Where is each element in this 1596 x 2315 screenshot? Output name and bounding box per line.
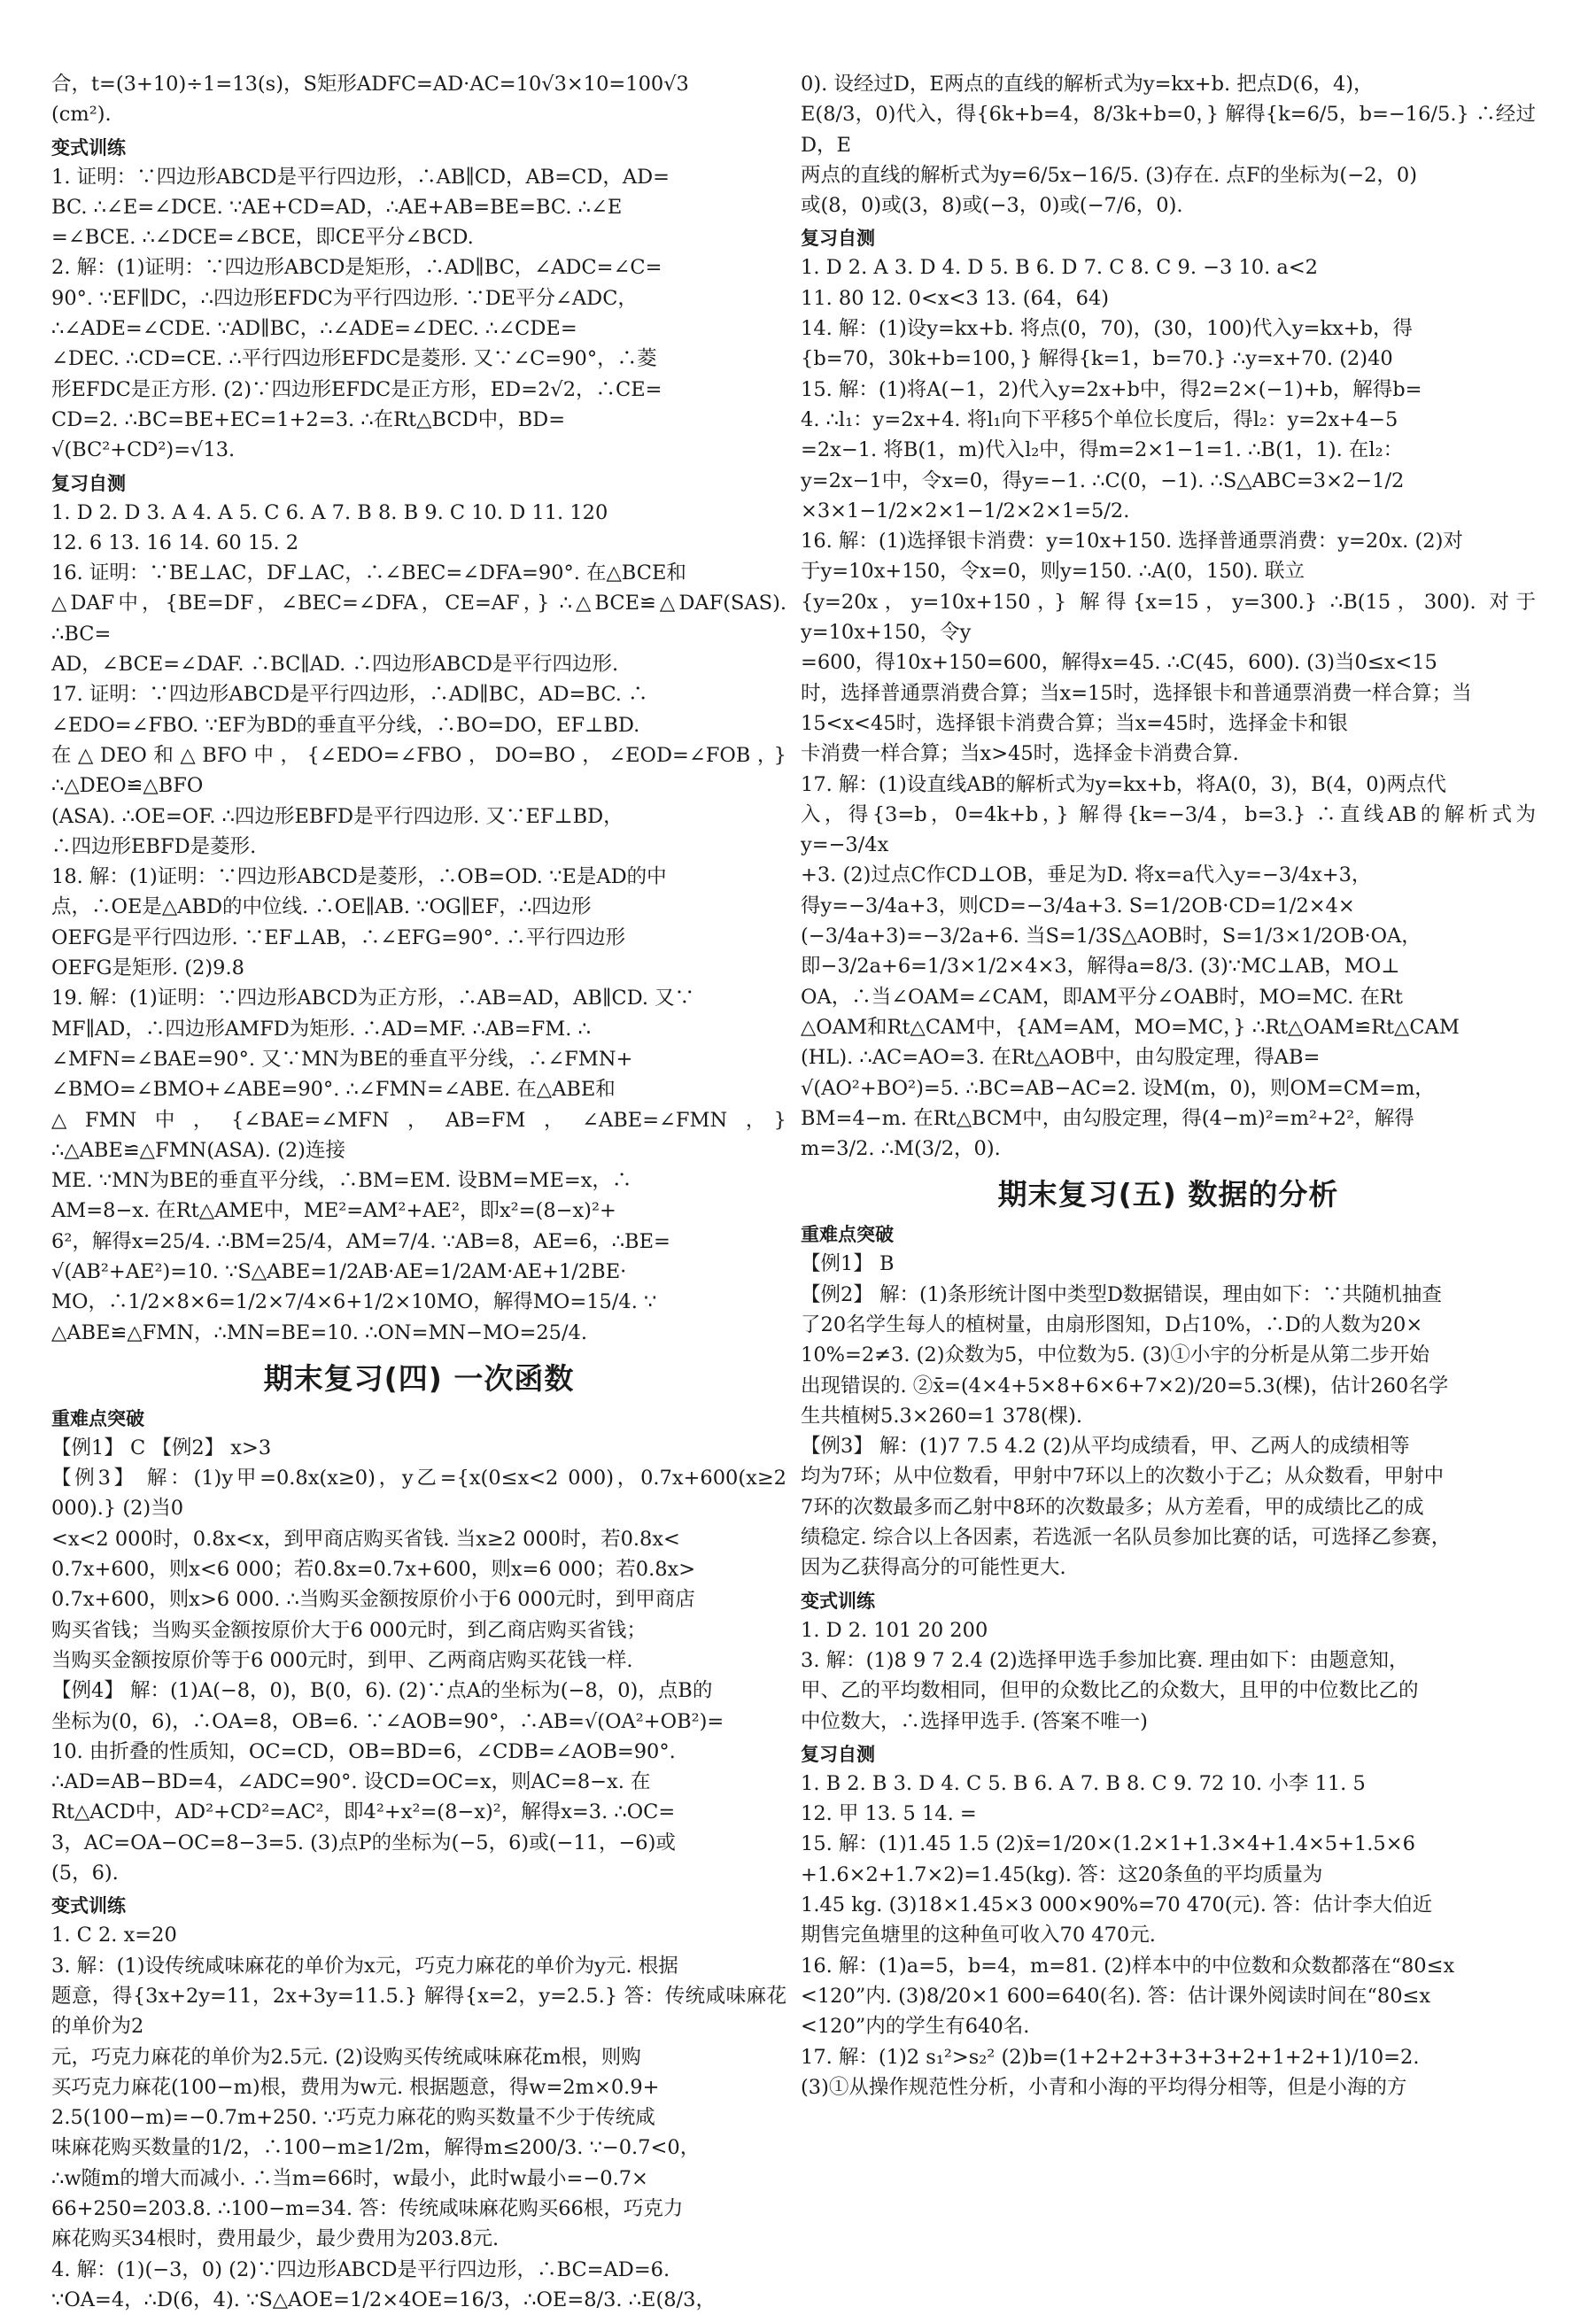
- answer-line: {y=20x，y=10x+150，} 解得{x=15，y=300.} ∴B(15，300). 对于y=10x+150，令y: [801, 590, 1536, 645]
- answer-line: 14. 解：(1)设y=kx+b. 将点(0，70)，(30，100)代入y=kx+b，得: [801, 317, 1414, 341]
- answer-line: +1.6×2+1.7×2)=1.45(kg). 答：这20条鱼的平均质量为: [801, 1862, 1323, 1886]
- answer-line: 17. 证明：∵四边形ABCD是平行四边形，∴AD∥BC，AD=BC. ∴: [51, 683, 648, 707]
- answer-line: (ASA). ∴OE=OF. ∴四边形EBFD是平行四边形. 又∵EF⊥BD，: [51, 804, 624, 828]
- answer-line: ME. ∵MN为BE的垂直平分线，∴BM=EM. 设BM=ME=x，∴: [51, 1169, 632, 1193]
- answer-line: ∠MFN=∠BAE=90°. 又∵MN为BE的垂直平分线，∴∠FMN+: [51, 1047, 633, 1071]
- chapter-title-linear-function: 期末复习(四) 一次函数: [263, 1360, 575, 1396]
- right-column: [801, 69, 1536, 2102]
- answer-line: 【例1】 C 【例2】 x>3: [51, 1436, 272, 1459]
- answer-line: <120”内的学生有640名.: [801, 2015, 1030, 2039]
- answer-line: 90°. ∵EF∥DC，∴四边形EFDC为平行四边形. ∵DE平分∠ADC，: [51, 286, 638, 310]
- answer-line: 16. 解：(1)a=5，b=4，m=81. (2)样本中的中位数和众数都落在“80≤x: [801, 1954, 1455, 1978]
- answer-line: 15<x<45时，选择银卡消费合算；当x=45时，选择金卡和银: [801, 711, 1348, 735]
- answer-line: 16. 证明：∵BE⊥AC，DF⊥AC，∴∠BEC=∠DFA=90°. 在△BCE和: [51, 561, 686, 585]
- answer-line: 3，AC=OA−OC=8−3=5. (3)点P的坐标为(−5，6)或(−11，−6)或: [51, 1831, 676, 1854]
- answer-line: 元，巧克力麻花的单价为2.5元. (2)设购买传统咸味麻花m根，则购: [51, 2045, 641, 2069]
- answer-line: CD=2. ∴BC=BE+EC=1+2=3. ∴在Rt△BCD中，BD=: [51, 407, 566, 431]
- answer-line: =2x−1. 将B(1，m)代入l₂中，得m=2×1−1=1. ∴B(1，1). 在l₂：: [801, 438, 1404, 462]
- answer-line: 或(8，0)或(3，8)或(−3，0)或(−7/6，0).: [801, 194, 1183, 218]
- answer-line: 1. 证明：∵四边形ABCD是平行四边形，∴AB∥CD，AB=CD，AD=: [51, 165, 670, 189]
- answer-line: 11. 80 12. 0<x<3 13. (64，64): [801, 286, 1110, 310]
- answer-line: 两点的直线的解析式为y=6/5x−16/5. (3)存在. 点F的坐标为(−2，0): [801, 163, 1417, 187]
- answer-line: 3. 解：(1)8 9 7 2.4 (2)选择甲选手参加比赛. 理由如下：由题意知，: [801, 1648, 1409, 1672]
- answer-line: 6²，解得x=25/4. ∴BM=25/4，AM=7/4. ∵AB=8，AE=6，∴BE=: [51, 1229, 670, 1253]
- answer-line: 在△DEO和△BFO中，{∠EDO=∠FBO，DO=BO，∠EOD=∠FOB，} ∴△DEO≌△BFO: [51, 743, 786, 798]
- section-heading-key-points-5: 重难点突破: [801, 1224, 894, 1246]
- answer-line: 0.7x+600，则x>6 000. ∴当购买金额按原价小于6 000元时，到甲商店: [51, 1588, 695, 1612]
- answer-line: 10%=2≠3. (2)众数为5，中位数为5. (3)①小宇的分析是从第二步开始: [801, 1343, 1429, 1367]
- answer-line: 了20名学生每人的植树量，由扇形图知，D占10%，∴D的人数为20×: [801, 1312, 1423, 1336]
- chapter-title-data-analysis: 期末复习(五) 数据的分析: [997, 1177, 1339, 1212]
- answer-line: ∴w随m的增大而减小. ∴当m=66时，w最小，此时w最小=−0.7×: [51, 2166, 648, 2190]
- answer-line: +3. (2)过点C作CD⊥OB，垂足为D. 将x=a代入y=−3/4x+3，: [801, 863, 1372, 887]
- answer-line: 17. 解：(1)设直线AB的解析式为y=kx+b，将A(0，3)，B(4，0)两点代: [801, 772, 1446, 796]
- answer-line: (3)①从操作规范性分析，小青和小海的平均得分相等，但是小海的方: [801, 2075, 1407, 2099]
- answer-line: 形EFDC是正方形. (2)∵四边形EFDC是正方形，ED=2√2，∴CE=: [51, 377, 662, 401]
- answer-line: 期售完鱼塘里的这种鱼可收入70 470元.: [801, 1924, 1156, 1947]
- answer-line: √(BC²+CD²)=√13.: [51, 438, 236, 462]
- answer-line: 入，得{3=b，0=4k+b，} 解得{k=−3/4，b=3.} ∴直线AB的解析式为y=−3/4x: [801, 802, 1536, 857]
- answer-line: ∠EDO=∠FBO. ∵EF为BD的垂直平分线，∴BO=DO，EF⊥BD.: [51, 713, 640, 737]
- answer-line: 购买省钱；当购买金额按原价大于6 000元时，到乙商店购买省钱；: [51, 1618, 647, 1642]
- answer-line: 【例1】 B: [801, 1252, 895, 1276]
- answer-line: 时，选择普通票消费合算；当x=15时，选择银卡和普通票消费一样合算；当: [801, 681, 1472, 705]
- answer-line: 【例3】 解：(1)7 7.5 4.2 (2)从平均成绩看，甲、乙两人的成绩相等: [801, 1435, 1410, 1459]
- answer-line: OA，∴当∠OAM=∠CAM，即AM平分∠OAB时，MO=MC. 在Rt: [801, 985, 1403, 1009]
- answer-line: BM=4−m. 在Rt△BCM中，由勾股定理，得(4−m)²=m²+2²，解得: [801, 1106, 1414, 1130]
- answer-line: 【例4】 解：(1)A(−8，0)，B(0，6). (2)∵点A的坐标为(−8，0)，点B的: [51, 1679, 713, 1703]
- answer-line: <120”内. (3)8/20×1 600=640(名). 答：估计课外阅读时间在“80≤x: [801, 1984, 1431, 2008]
- answer-line: (−3/4a+3)=−3/2a+6. 当S=1/3S△AOB时，S=1/3×1/2OB·OA，: [801, 925, 1422, 948]
- answer-line: E(8/3，0)代入，得{6k+b=4，8/3k+b=0，} 解得{k=6/5，b=−16/5.} ∴经过D，E: [801, 103, 1536, 157]
- answer-line: 生共植树5.3×260=1 378(棵).: [801, 1404, 1083, 1428]
- review-test-answers-4: [801, 252, 1536, 1164]
- answer-line: △ABE≌△FMN，∴MN=BE=10. ∴ON=MN−MO=25/4.: [51, 1320, 588, 1344]
- variant-training-answers-4: [51, 1920, 786, 2315]
- review-test-answers: [51, 498, 786, 1348]
- answer-line: △FMN中，{∠BAE=∠MFN，AB=FM，∠ABE=∠FMN，} ∴△ABE≌△FMN(ASA). (2)连接: [51, 1108, 786, 1162]
- answer-line: 10. 由折叠的性质知，OC=CD，OB=BD=6，∠CDB=∠AOB=90°.: [51, 1739, 676, 1763]
- answer-line: 3. 解：(1)设传统咸味麻花的单价为x元，巧克力麻花的单价为y元. 根据: [51, 1954, 678, 1978]
- answer-line: 【例3】 解：(1)y甲=0.8x(x≥0)，y乙={x(0≤x<2 000)，0.7x+600(x≥2 000).} (2)当0: [51, 1467, 786, 1521]
- answer-line: OEFG是矩形. (2)9.8: [51, 956, 244, 980]
- answer-line: Rt△ACD中，AD²+CD²=AC²，即4²+x²=(8−x)²，解得x=3. ∴OC=: [51, 1800, 676, 1824]
- answer-line: 1. B 2. B 3. D 4. C 5. B 6. A 7. B 8. C 9. 72 10. 小李 11. 5: [801, 1771, 1366, 1795]
- answer-line: <x<2 000时，0.8x<x，到甲商店购买省钱. 当x≥2 000时，若0.8x<: [51, 1527, 680, 1551]
- answer-line: 66+250=203.8. ∴100−m=34. 答：传统咸味麻花购买66根，巧克力: [51, 2197, 684, 2220]
- review-test-answers-5: [801, 1769, 1536, 2102]
- section-heading-review-test-5: 复习自测: [801, 1743, 875, 1765]
- answer-line: {b=70，30k+b=100，} 解得{k=1，b=70.} ∴y=x+70. (2)40: [801, 347, 1393, 371]
- answer-line: 15. 解：(1)1.45 1.5 (2)x̄=1/20×(1.2×1+1.3×4+1.4×5+1.5×6: [801, 1832, 1415, 1856]
- answer-line: AD，∠BCE=∠DAF. ∴BC∥AD. ∴四边形ABCD是平行四边形.: [51, 653, 619, 677]
- answer-line: 绩稳定. 综合以上各因素，若选派一名队员参加比赛的话，可选择乙参赛，: [801, 1526, 1452, 1550]
- answer-line: 15. 解：(1)将A(−1，2)代入y=2x+b中，得2=2×(−1)+b，解得b=: [801, 377, 1422, 401]
- answer-line: 味麻花购买数量的1/2，∴100−m≥1/2m，解得m≤200/3. ∵−0.7<0，: [51, 2136, 701, 2160]
- answer-line: BC. ∴∠E=∠DCE. ∵AE+CD=AD，∴AE+AB=BE=BC. ∴∠E: [51, 195, 623, 219]
- answer-line: 1. D 2. 101 20 200: [801, 1618, 988, 1642]
- answer-line: 18. 解：(1)证明：∵四边形ABCD是菱形，∴OB=OD. ∵E是AD的中: [51, 865, 667, 889]
- answer-line: ∠DEC. ∴CD=CE. ∴平行四边形EFDC是菱形. 又∵∠C=90°，∴菱: [51, 347, 657, 371]
- answer-line: 于y=10x+150，令x=0，则y=150. ∴A(0，150). 联立: [801, 560, 1305, 584]
- answer-line: 19. 解：(1)证明：∵四边形ABCD为正方形，∴AB=AD，AB∥CD. 又∵: [51, 987, 695, 1010]
- answer-line: 买巧克力麻花(100−m)根，费用为w元. 根据题意，得w=2m×0.9+: [51, 2075, 660, 2099]
- answer-line: 点，∴OE是△ABD的中位线. ∴OE∥AB. ∵OG∥EF，∴四边形: [51, 895, 592, 919]
- section-heading-review-test-4: 复习自测: [801, 228, 875, 250]
- answer-line: 7环的次数最多而乙射中8环的次数最多；从方差看，甲的成绩比乙的成: [801, 1495, 1424, 1519]
- answer-line: (5，6).: [51, 1862, 119, 1885]
- answer-line: 卡消费一样合算；当x>45时，选择金卡消费合算.: [801, 742, 1239, 766]
- answer-line: 题意，得{3x+2y=11，2x+3y=11.5.} 解得{x=2，y=2.5.} 答：传统咸味麻花的单价为2: [51, 1984, 786, 2039]
- answer-line: y=2x−1中，令x=0，得y=−1. ∴C(0，−1). ∴S△ABC=3×2−1/2: [801, 468, 1405, 492]
- section-heading-review-test: 复习自测: [51, 472, 126, 494]
- answer-line: AM=8−x. 在Rt△AME中，ME²=AM²+AE²，即x²=(8−x)²+: [51, 1199, 616, 1223]
- answer-line: 因为乙获得高分的可能性更大.: [801, 1556, 1066, 1580]
- answer-line: 中位数大，∴选择甲选手. (答案不唯一): [801, 1709, 1148, 1733]
- answer-line: 得y=−3/4a+3，则CD=−3/4a+3. S=1/2OB·CD=1/2×4×: [801, 894, 1355, 917]
- answer-line: 坐标为(0，6)，∴OA=8，OB=6. ∵∠AOB=90°，∴AB=√(OA²+OB²)=: [51, 1709, 724, 1733]
- answer-line: 16. 解：(1)选择银卡消费：y=10x+150. 选择普通票消费：y=20x. (2)对: [801, 530, 1463, 554]
- section-heading-variant-training: 变式训练: [51, 136, 126, 159]
- answer-line: MO，∴1/2×8×6=1/2×7/4×6+1/2×10MO，解得MO=15/4. ∵: [51, 1290, 657, 1314]
- answer-line: 0). 设经过D，E两点的直线的解析式为y=kx+b. 把点D(6，4)，: [801, 73, 1374, 96]
- variant-training-answers: [51, 162, 786, 466]
- answer-line: OEFG是平行四边形. ∵EF⊥AB，∴∠EFG=90°. ∴平行四边形: [51, 925, 626, 949]
- answer-line: 4. 解：(1)(−3，0) (2)∵四边形ABCD是平行四边形，∴BC=AD=6.: [51, 2257, 670, 2281]
- key-points-answers-5: [801, 1249, 1536, 1583]
- answer-line: ∴AD=AB−BD=4，∠ADC=90°. 设CD=OC=x，则AC=8−x. 在: [51, 1770, 651, 1794]
- answer-line: 2.5(100−m)=−0.7m+250. ∵巧克力麻花的购买数量不少于传统咸: [51, 2106, 655, 2130]
- answer-line: 出现错误的. ②x̄=(4×4+5×8+6×6+7×2)/20=5.3(棵)，估计260名学: [801, 1374, 1449, 1398]
- answer-line: (cm²).: [51, 103, 112, 127]
- answer-line: ∴四边形EBFD是菱形.: [51, 834, 257, 858]
- answer-line: √(AO²+BO²)=5. ∴BC=AB−AC=2. 设M(m，0)，则OM=CM=m，: [801, 1076, 1435, 1100]
- answer-line: 0.7x+600，则x<6 000；若0.8x=0.7x+600，则x=6 000；若0.8x>: [51, 1558, 696, 1582]
- answer-line: 合，t=(3+10)÷1=13(s)，S矩形ADFC=AD·AC=10√3×10=100√3: [51, 73, 689, 96]
- answer-line: ∴∠ADE=∠CDE. ∵AD∥BC，∴∠ADE=∠DEC. ∴∠CDE=: [51, 317, 577, 341]
- answer-line: △DAF中，{BE=DF，∠BEC=∠DFA，CE=AF，} ∴△BCE≌△DAF(SAS). ∴BC=: [51, 592, 786, 646]
- section-heading-variant-training-4: 变式训练: [51, 1895, 126, 1917]
- variant-training-answers-5: [801, 1615, 1536, 1737]
- section-heading-variant-training-5: 变式训练: [801, 1590, 875, 1612]
- answer-line: =600，得10x+150=600，解得x=45. ∴C(45，600). (3)当0≤x<15: [801, 651, 1437, 675]
- left-column: [51, 69, 786, 2315]
- answer-line: √(AB²+AE²)=10. ∵S△ABE=1/2AB·AE=1/2AM·AE+1/2BE·: [51, 1259, 627, 1283]
- answer-line: 1.45 kg. (3)18×1.45×3 000×90%=70 470(元). 答：估计李大伯近: [801, 1893, 1433, 1917]
- answer-line: 当购买金额按原价等于6 000元时，到甲、乙两商店购买花钱一样.: [51, 1648, 633, 1672]
- answer-line: 4. ∴l₁：y=2x+4. 将l₁向下平移5个单位长度后，得l₂：y=2x+4−5: [801, 407, 1398, 431]
- answer-line: 17. 解：(1)2 s₁²>s₂² (2)b=(1+2+2+3+3+3+2+1+2+1)/10=2.: [801, 2045, 1420, 2069]
- answer-line: 均为7环；从中位数看，甲射中7环以上的次数小于乙；从众数看，甲射中: [801, 1465, 1445, 1489]
- answer-line: m=3/2. ∴M(3/2，0).: [801, 1137, 1001, 1161]
- section-heading-key-points: 重难点突破: [51, 1407, 144, 1429]
- key-points-answers: [51, 1433, 786, 1888]
- answer-line: ×3×1−1/2×2×1−1/2×2×1=5/2.: [801, 499, 1130, 523]
- answer-line: 1. C 2. x=20: [51, 1924, 177, 1947]
- answer-line: 即−3/2a+6=1/3×1/2×4×3，解得a=8/3. (3)∵MC⊥AB，MO⊥: [801, 955, 1400, 979]
- answer-line: ∠BMO=∠BMO+∠ABE=90°. ∴∠FMN=∠ABE. 在△ABE和: [51, 1078, 616, 1102]
- answer-line: 1. D 2. A 3. D 4. D 5. B 6. D 7. C 8. C 9. −3 10. a<2: [801, 256, 1319, 280]
- answer-line: 2. 解：(1)证明：∵四边形ABCD是矩形，∴AD∥BC，∠ADC=∠C=: [51, 256, 662, 280]
- answer-line: (HL). ∴AC=AO=3. 在Rt△AOB中，由勾股定理，得AB=: [801, 1046, 1321, 1070]
- answer-line: 麻花购买34根时，费用最少，最少费用为203.8元.: [51, 2227, 500, 2251]
- answer-line: 【例2】 解：(1)条形统计图中类型D数据错误，理由如下：∵共随机抽查: [801, 1282, 1442, 1306]
- intro-block: [51, 69, 786, 130]
- answer-line: 甲、乙的平均数相同，但甲的众数比乙的众数大，且甲的中位数比乙的: [801, 1679, 1419, 1703]
- answer-line: 12. 甲 13. 5 14. =: [801, 1802, 977, 1826]
- answer-line: ∵OA=4，∴D(6，4). ∵S△AOE=1/2×4OE=16/3，∴OE=8/3. ∴E(8/3，: [51, 2288, 716, 2311]
- answer-line: △OAM和Rt△CAM中，{AM=AM，MO=MC，} ∴Rt△OAM≌Rt△CAM: [801, 1015, 1460, 1039]
- answer-line: 1. D 2. D 3. A 4. A 5. C 6. A 7. B 8. B 9. C 10. D 11. 120: [51, 500, 608, 524]
- answer-line: 12. 6 13. 16 14. 60 15. 2: [51, 530, 299, 554]
- answer-line: MF∥AD，∴四边形AMFD为矩形. ∴AD=MF. ∴AB=FM. ∴: [51, 1017, 591, 1041]
- answer-line: =∠BCE. ∴∠DCE=∠BCE，即CE平分∠BCD.: [51, 226, 474, 250]
- continued-answer: [801, 69, 1536, 221]
